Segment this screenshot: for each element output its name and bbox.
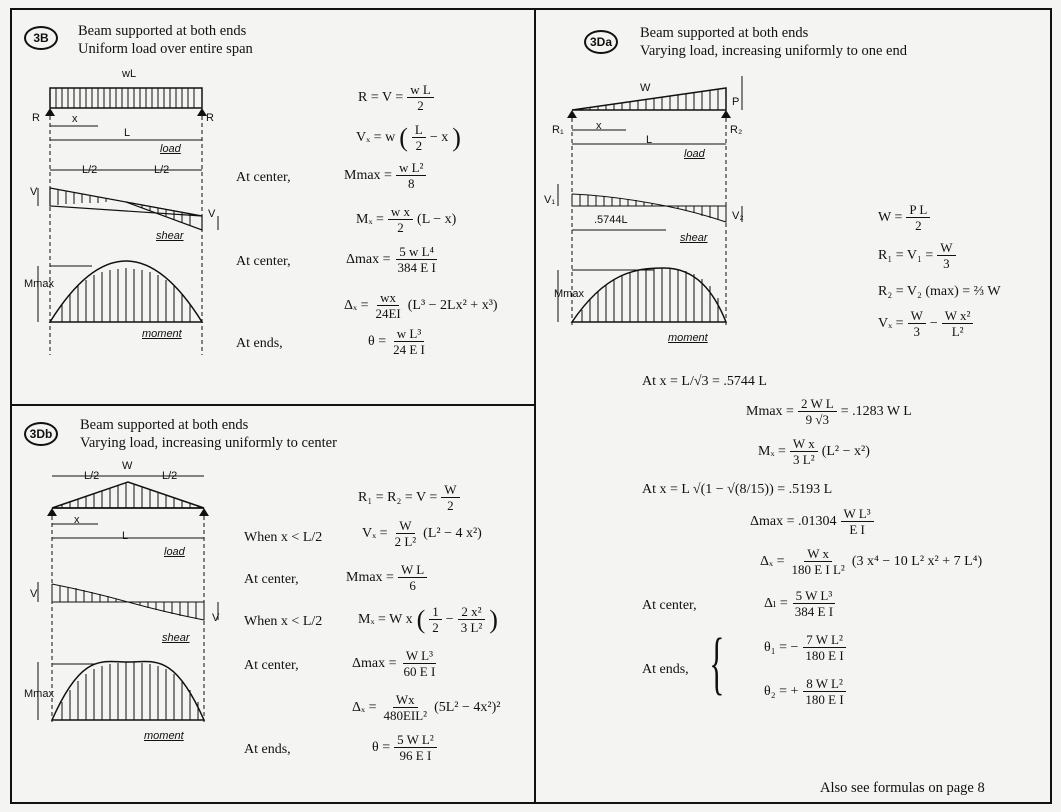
label-R-left: R [32, 112, 40, 124]
label-moment-3db: moment [144, 730, 184, 742]
when-x-2: When x < L/2 [244, 614, 323, 629]
label-L2-left-3db: L/2 [84, 470, 100, 482]
at-ends-3db: At ends, [244, 742, 291, 757]
eq-3db-vx: Vₓ = $\frac{W}{\text{2 L²}}$ (L² − 4 x²) [362, 518, 482, 549]
label-load: load [160, 143, 181, 155]
label-V-left: V [30, 186, 38, 198]
eq-3b-shear-x: Vₓ = w ( $\frac{L}{2}$ − x ) [356, 122, 461, 153]
label-shear-3db: shear [162, 632, 190, 644]
label-L2-right-3db: L/2 [162, 470, 178, 482]
label-R-right: R [206, 112, 214, 124]
at-center-1: At center, [236, 170, 291, 185]
label-shear: shear [156, 230, 184, 242]
label-W: W [122, 460, 133, 472]
at-x-2: At x = L √(1 − √(8/15)) = .5193 L [642, 482, 833, 497]
diagram-3b [32, 70, 232, 370]
badge-3da: 3Da [584, 30, 618, 54]
at-ends-3b: At ends, [236, 336, 283, 351]
eq-3b-mx: Mₓ = $\frac{\text{w x}}{2}$ (L − x) [356, 204, 457, 235]
at-center-3db-1: At center, [244, 572, 299, 587]
eq-3b-mmax: Mmax = $\frac{\text{w L²}}{8}$ [344, 160, 426, 191]
eq-3da-dmax: Δmax = .01304 $\frac{\text{W L³}}{\text{E I}}$ [750, 506, 874, 537]
at-ends-3da: At ends, [642, 662, 689, 677]
eq-3da-theta2: θ₂ = + $\frac{\text{8 W L²}}{\text{180 E I}}$ [764, 676, 847, 707]
panel-3db-title: Beam supported at both ends Varying load, increasing uniformly to center [80, 417, 337, 451]
label-mmax-3da: Mmax [554, 288, 584, 300]
at-x-1: At x = L/√3 = .5744 L [642, 374, 767, 389]
eq-3da-vx: Vₓ = $\frac{W}{3}$ − $\frac{\text{W x²}}{\text{L²}}$ [878, 308, 973, 339]
eq-3db-dx: Δₓ = $\frac{Wx}{\text{480EIL²}}$ (5L² − 4x²)² [352, 692, 501, 723]
label-5744L: .5744L [594, 214, 628, 226]
brace: { [709, 625, 725, 702]
diagram-3db [32, 462, 232, 762]
label-V-left-3db: V [30, 588, 38, 600]
footer-note: Also see formulas on page 8 [820, 780, 985, 796]
eq-3da-r2: R₂ = V₂ (max) = ⅔ W [878, 284, 1001, 299]
eq-3b-dx: Δₓ = $\frac{wx}{24EI}$ (L³ − 2Lx² + x³) [344, 290, 498, 321]
badge-3b: 3B [24, 26, 58, 50]
label-wL: wL [122, 68, 137, 80]
at-center-3da: At center, [642, 598, 697, 613]
diagram-3da [546, 72, 766, 372]
label-x-3da: x [596, 120, 602, 132]
eq-3da-dx: Δₓ = $\frac{\text{W x}}{\text{180 E I L²}}$ (3 x⁴ − 10 L² x² + 7 L⁴) [760, 546, 983, 577]
panel-3b-title: Beam supported at both ends Uniform load over entire span [78, 23, 253, 57]
label-load-3db: load [164, 546, 185, 558]
label-mmax: Mmax [24, 278, 54, 290]
label-L2-right: L/2 [154, 164, 170, 176]
eq-3da-r1: R₁ = V₁ = $\frac{W}{3}$ [878, 240, 956, 271]
eq-3da-theta1: θ₁ = − $\frac{\text{7 W L²}}{\text{180 E I}}$ [764, 632, 847, 663]
label-R1: R₁ [552, 124, 564, 136]
panel-3b [10, 8, 536, 406]
label-L: L [124, 127, 131, 139]
eq-3da-mmax: Mmax = $\frac{\text{2 W L}}{9 √3}$ = .1283 W L [746, 396, 912, 427]
eq-3b-reaction: R = V = $\frac{\text{w L}}{2}$ [358, 82, 434, 113]
label-moment-3da: moment [668, 332, 708, 344]
label-W-3da: W [640, 82, 651, 94]
when-x-1: When x < L/2 [244, 530, 323, 545]
label-moment: moment [142, 328, 182, 340]
eq-3db-theta: θ = $\frac{\text{5 W L²}}{\text{96 E I}}$ [372, 732, 437, 763]
at-center-2: At center, [236, 254, 291, 269]
label-mmax-3db: Mmax [24, 688, 54, 700]
label-L-3da: L [646, 134, 653, 146]
badge-3db: 3Db [24, 422, 58, 446]
at-center-3db-2: At center, [244, 658, 299, 673]
label-x: x [72, 113, 78, 125]
label-load-3da: load [684, 148, 705, 160]
eq-3da-w: W = $\frac{\text{P L}}{2}$ [878, 202, 930, 233]
label-P: P [732, 96, 740, 108]
panel-3db [10, 404, 536, 804]
label-L-3db: L [122, 530, 129, 542]
label-L2-left: L/2 [82, 164, 98, 176]
label-V1: V₁ [544, 194, 556, 206]
panel-3da-title: Beam supported at both ends Varying load, increasing uniformly to one end [640, 25, 907, 59]
eq-3da-dcenter: Δₗ = $\frac{\text{5 W L³}}{\text{384 E I}}$ [764, 588, 836, 619]
label-R2: R₂ [730, 124, 743, 136]
panel-3da [534, 8, 1052, 804]
label-V-right-3db: V [212, 612, 220, 624]
label-V-right: V [208, 208, 216, 220]
label-x-3db: x [74, 514, 80, 526]
eq-3db-mmax: Mmax = $\frac{\text{W L}}{6}$ [346, 562, 427, 593]
eq-3da-mx: Mₓ = $\frac{\text{W x}}{\text{3 L²}}$ (L² − x²) [758, 436, 870, 467]
eq-3b-theta: θ = $\frac{\text{w L³}}{\text{24 E I}}$ [368, 326, 425, 357]
eq-3db-dmax: Δmax = $\frac{\text{W L³}}{\text{60 E I}}$ [352, 648, 436, 679]
eq-3db-mx: Mₓ = W x ( $\frac{1}{2}$ − $\frac{\text{2 x²}}{\text{3 L²}}$ ) [358, 604, 498, 635]
eq-3b-dmax: Δmax = $\frac{\text{5 w L⁴}}{\text{384 E I}}$ [346, 244, 436, 275]
eq-3db-reactions: R₁ = R₂ = V = $\frac{W}{2}$ [358, 482, 460, 513]
label-V2: V₂ [732, 210, 744, 222]
label-shear-3da: shear [680, 232, 708, 244]
